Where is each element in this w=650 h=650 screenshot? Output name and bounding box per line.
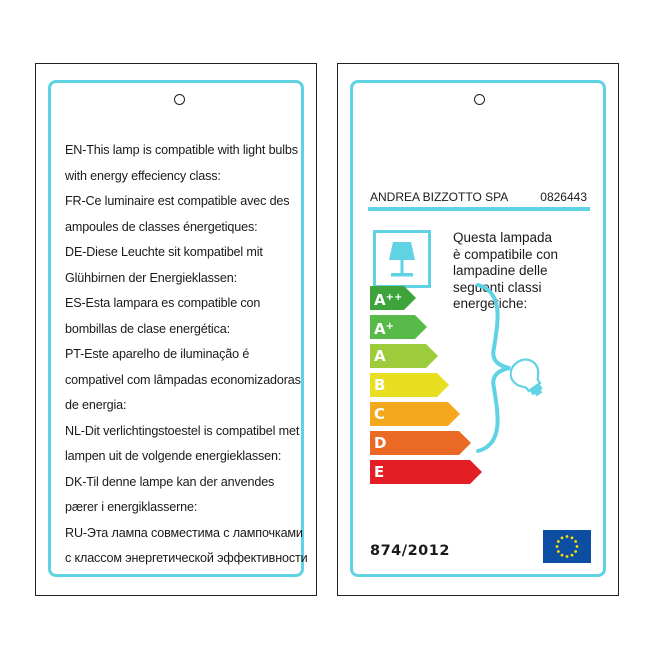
table-lamp-icon	[373, 230, 431, 288]
energy-class-label: B	[374, 376, 386, 394]
label-text-line: Glühbirnen der Energieklassen:	[65, 270, 237, 285]
hang-hole	[174, 94, 185, 105]
multilingual-label-card	[35, 63, 317, 596]
label-text-line: with energy effeciency class:	[65, 168, 221, 183]
label-text-line: FR-Ce luminaire est compatible avec des	[65, 194, 290, 208]
energy-class-bar	[370, 431, 471, 455]
label-text-line: EN-This lamp is compatible with light bulbs	[65, 143, 298, 157]
description-line: lampadine delle	[453, 263, 548, 278]
energy-class-bar	[370, 315, 427, 339]
light-bulb-icon	[510, 356, 546, 400]
energy-class-bar	[370, 344, 438, 368]
label-text-line: с классом энергетической эффективности	[65, 551, 308, 565]
product-code: 0826443	[540, 190, 587, 204]
label-text-line: PT-Este aparelho de iluminação é	[65, 347, 250, 361]
label-text-line: ampoules de classes énergetiques:	[65, 219, 258, 234]
label-text-line: DE-Diese Leuchte sit kompatibel mit	[65, 245, 263, 259]
energy-class-label: A	[374, 347, 386, 365]
label-text-line: bombillas de clase energética:	[65, 321, 230, 336]
description-line: seguenti classi	[453, 279, 542, 295]
description-line: è compatibile con	[453, 246, 559, 262]
label-text-line: NL-Dit verlichtingstoestel is compatibel met	[65, 423, 300, 438]
energy-label-card	[337, 63, 619, 596]
brand-name: ANDREA BIZZOTTO SPA	[370, 190, 509, 204]
brace-icon	[474, 282, 514, 454]
label-text-line: pærer i energiklasserne:	[65, 500, 198, 514]
hang-hole	[474, 94, 485, 105]
header-rule	[368, 207, 590, 211]
description-line: Questa lampada	[453, 230, 553, 245]
label-text-line: RU-Эта лампа совместима с лампочками	[65, 525, 303, 540]
energy-class-label: E	[374, 463, 385, 481]
energy-class-bar	[370, 402, 460, 426]
energy-class-label: C	[374, 405, 386, 423]
regulation-number: 874/2012	[370, 543, 450, 559]
energy-class-bar	[370, 286, 416, 310]
label-text-line: lampen uit de volgende energieklassen:	[65, 449, 282, 463]
multilingual-text	[65, 138, 309, 572]
energy-class-label: D	[374, 434, 387, 452]
label-text-line: ES-Esta lampara es compatible con	[65, 296, 261, 310]
energy-class-label: A++	[374, 291, 403, 309]
energy-class-bar	[370, 373, 449, 397]
description-line: energetiche:	[453, 296, 528, 311]
energy-class-bar	[370, 460, 482, 484]
eu-flag-icon	[543, 530, 591, 563]
label-text-line: DK-Til denne lampe kan der anvendes	[65, 474, 275, 489]
label-text-line: de energia:	[65, 398, 127, 412]
energy-class-label: A+	[374, 320, 394, 338]
label-text-line: compativel com lâmpadas economizadoras	[65, 372, 301, 387]
